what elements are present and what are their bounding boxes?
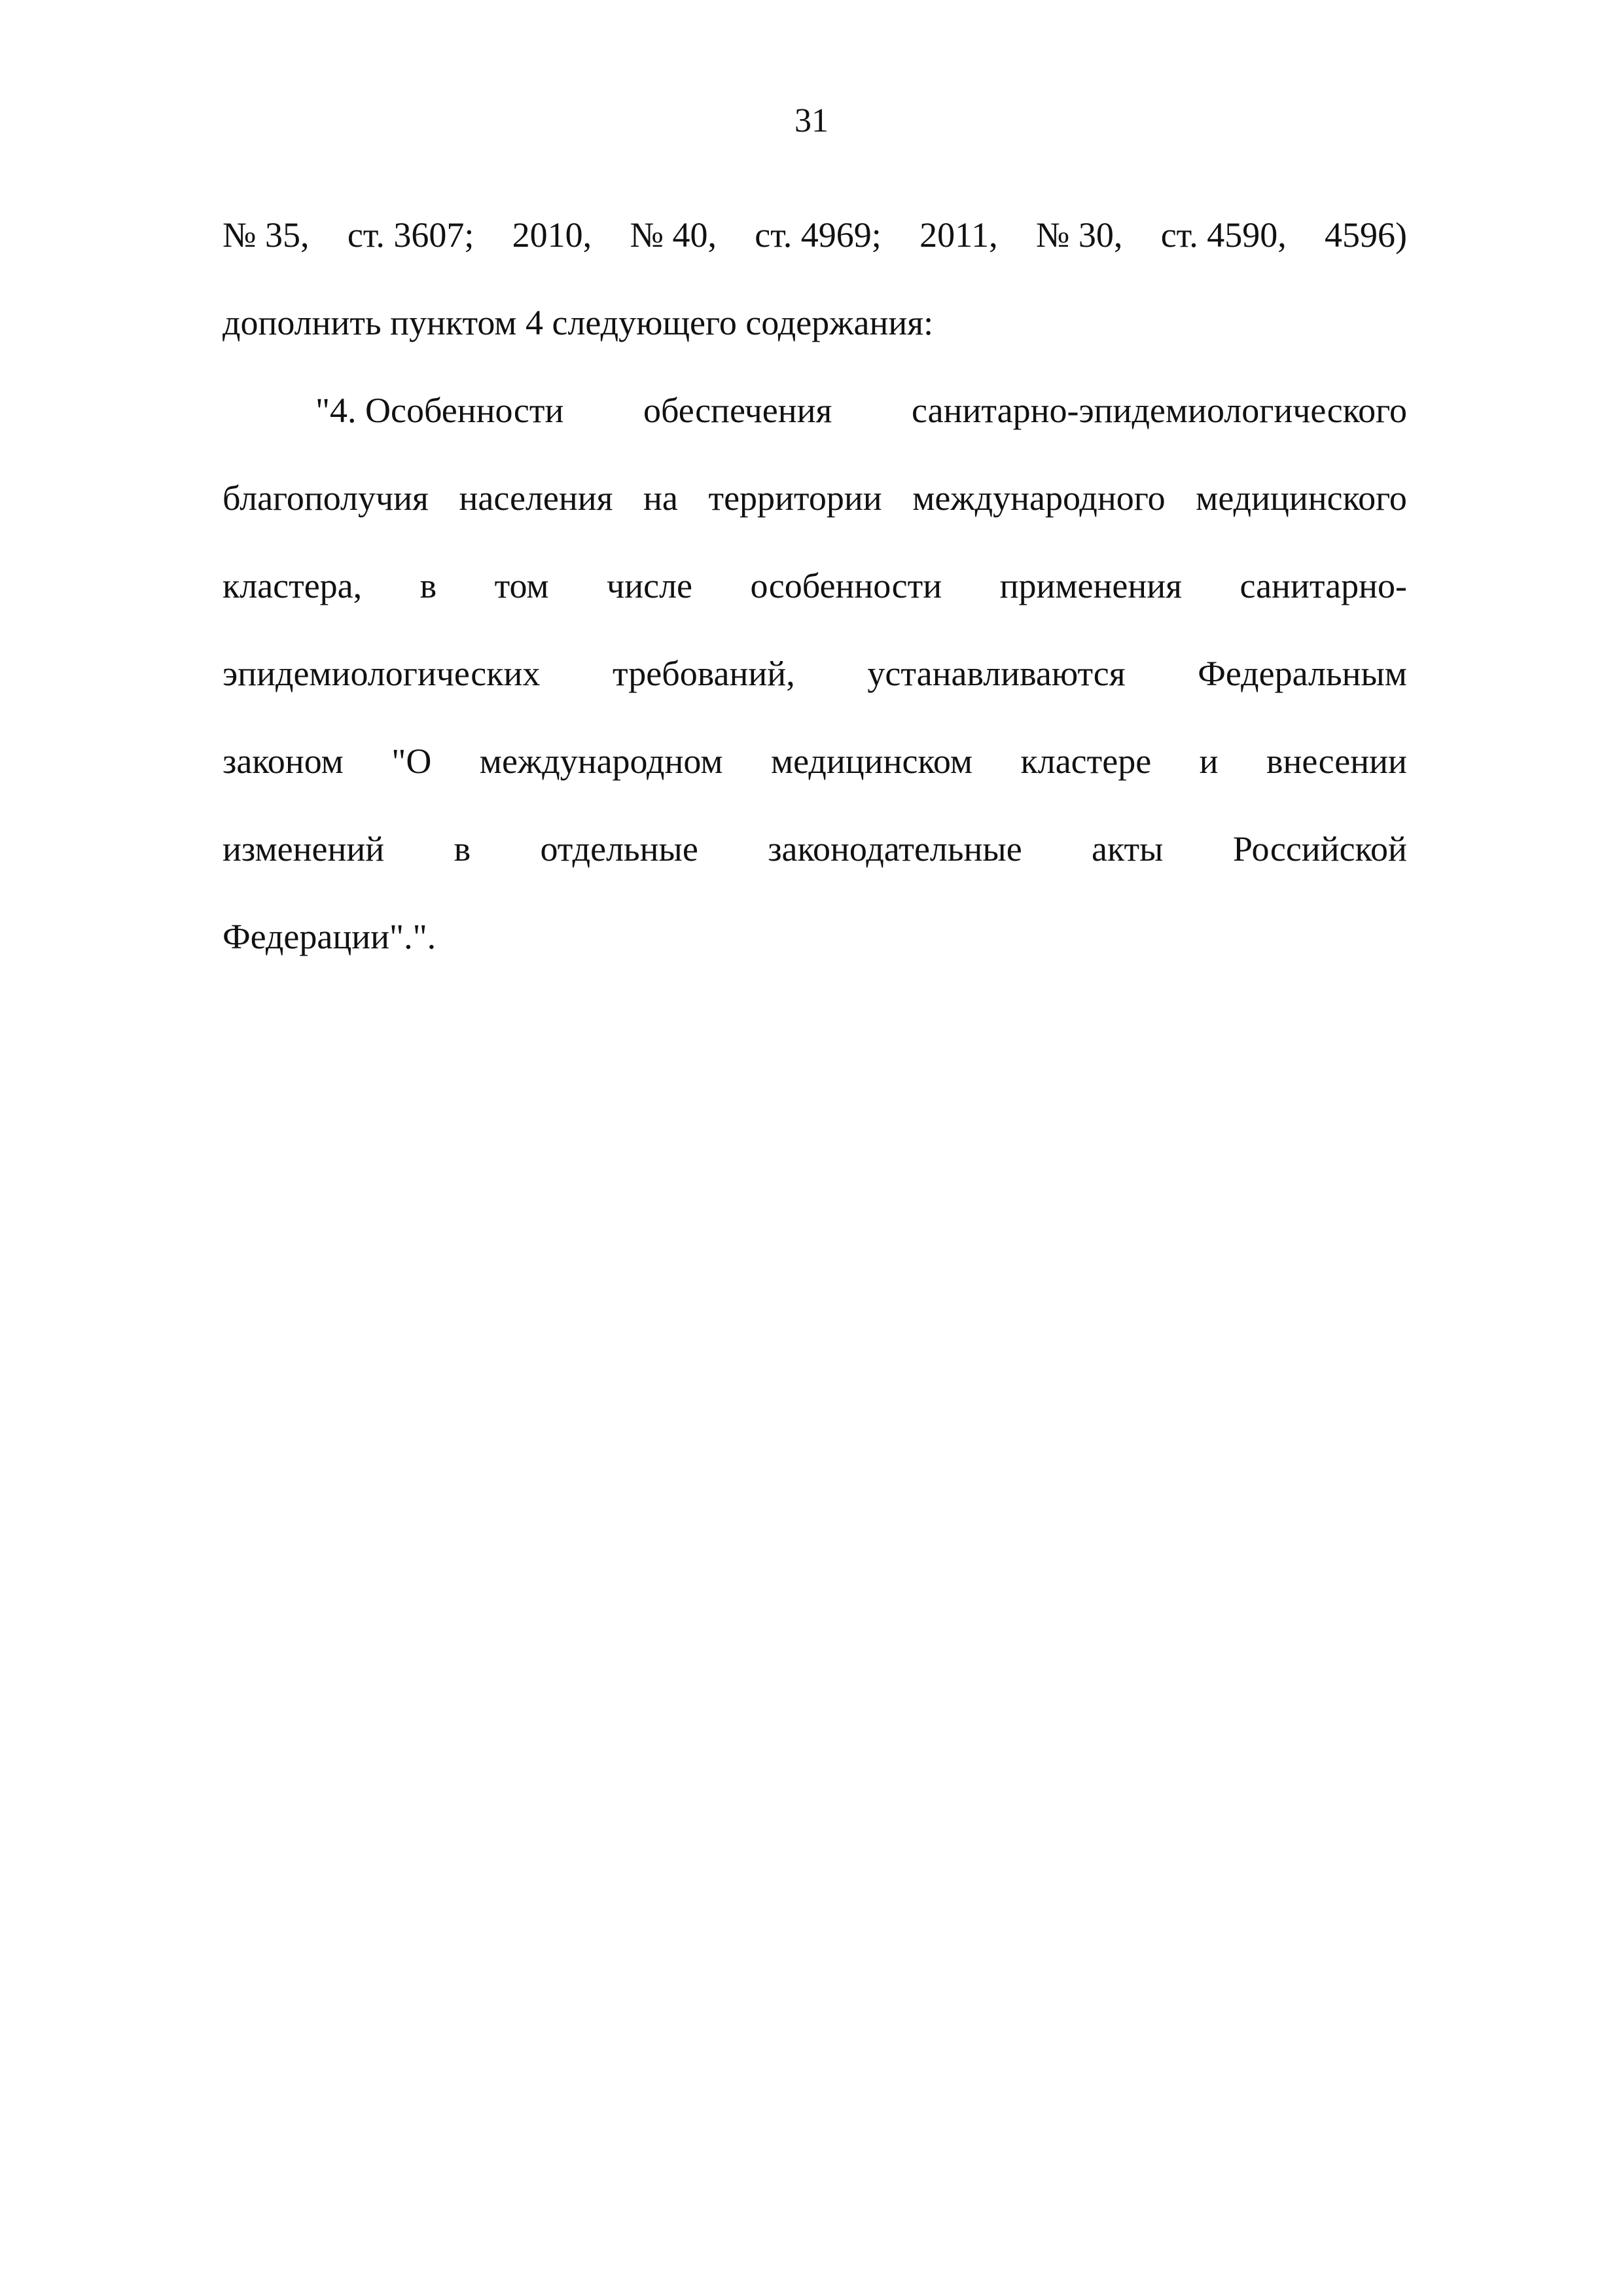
text-word: 2011, bbox=[919, 215, 998, 255]
text-word: в bbox=[419, 566, 437, 605]
text-word: внесении bbox=[1266, 742, 1407, 781]
text-word: международном bbox=[479, 742, 723, 781]
text-word: применения bbox=[999, 566, 1182, 605]
text-line bbox=[223, 805, 1407, 893]
text-line bbox=[223, 630, 1407, 717]
page-number: 31 bbox=[794, 102, 829, 139]
text-word: международного bbox=[912, 478, 1166, 518]
text-word: на bbox=[643, 478, 678, 518]
text-word: медицинского bbox=[1196, 478, 1407, 518]
text-word: изменений bbox=[223, 829, 385, 869]
text-word: обеспечения bbox=[643, 391, 832, 430]
document-body bbox=[223, 191, 1407, 980]
text-word: кластере bbox=[1020, 742, 1152, 781]
text-word: законом bbox=[223, 742, 344, 781]
text-line bbox=[223, 367, 1407, 454]
text-word: и bbox=[1199, 742, 1219, 781]
text-word: акты bbox=[1092, 829, 1164, 869]
text-word: дополнить пунктом 4 следующего содержания: bbox=[223, 303, 934, 342]
text-word: в bbox=[454, 829, 471, 869]
text-word: числе bbox=[607, 566, 692, 605]
text-word: особенности bbox=[750, 566, 942, 605]
text-word: устанавливаются bbox=[867, 654, 1126, 693]
text-word: территории bbox=[708, 478, 882, 518]
text-line bbox=[223, 717, 1407, 805]
text-word: 4596) bbox=[1325, 215, 1407, 255]
text-word: медицинском bbox=[770, 742, 973, 781]
text-word: Российской bbox=[1232, 829, 1407, 869]
text-word: отдельные bbox=[540, 829, 698, 869]
text-line bbox=[223, 454, 1407, 542]
text-word: № 40, bbox=[630, 215, 717, 255]
text-word: благополучия bbox=[223, 478, 429, 518]
text-line bbox=[223, 279, 1407, 367]
text-word: требований, bbox=[613, 654, 795, 693]
text-word: санитарно- bbox=[1240, 566, 1407, 605]
text-line bbox=[223, 542, 1407, 630]
text-word: законодательные bbox=[768, 829, 1022, 869]
text-word: № 35, bbox=[223, 215, 310, 255]
text-word: эпидемиологических bbox=[223, 654, 541, 693]
text-word: ст. 3607; bbox=[347, 215, 474, 255]
text-word: Федеральным bbox=[1198, 654, 1407, 693]
text-line bbox=[223, 191, 1407, 279]
text-word: "О bbox=[391, 742, 432, 781]
text-word: населения bbox=[459, 478, 613, 518]
text-word: том bbox=[494, 566, 549, 605]
text-word: Федерации".". bbox=[223, 917, 437, 956]
text-word: "4. Особенности bbox=[315, 391, 564, 430]
text-word: санитарно-эпидемиологического bbox=[911, 391, 1407, 430]
text-word: кластера, bbox=[223, 566, 363, 605]
text-word: № 30, bbox=[1035, 215, 1123, 255]
text-line bbox=[223, 893, 1407, 980]
text-word: 2010, bbox=[512, 215, 592, 255]
text-word: ст. 4969; bbox=[755, 215, 882, 255]
text-word: ст. 4590, bbox=[1160, 215, 1287, 255]
